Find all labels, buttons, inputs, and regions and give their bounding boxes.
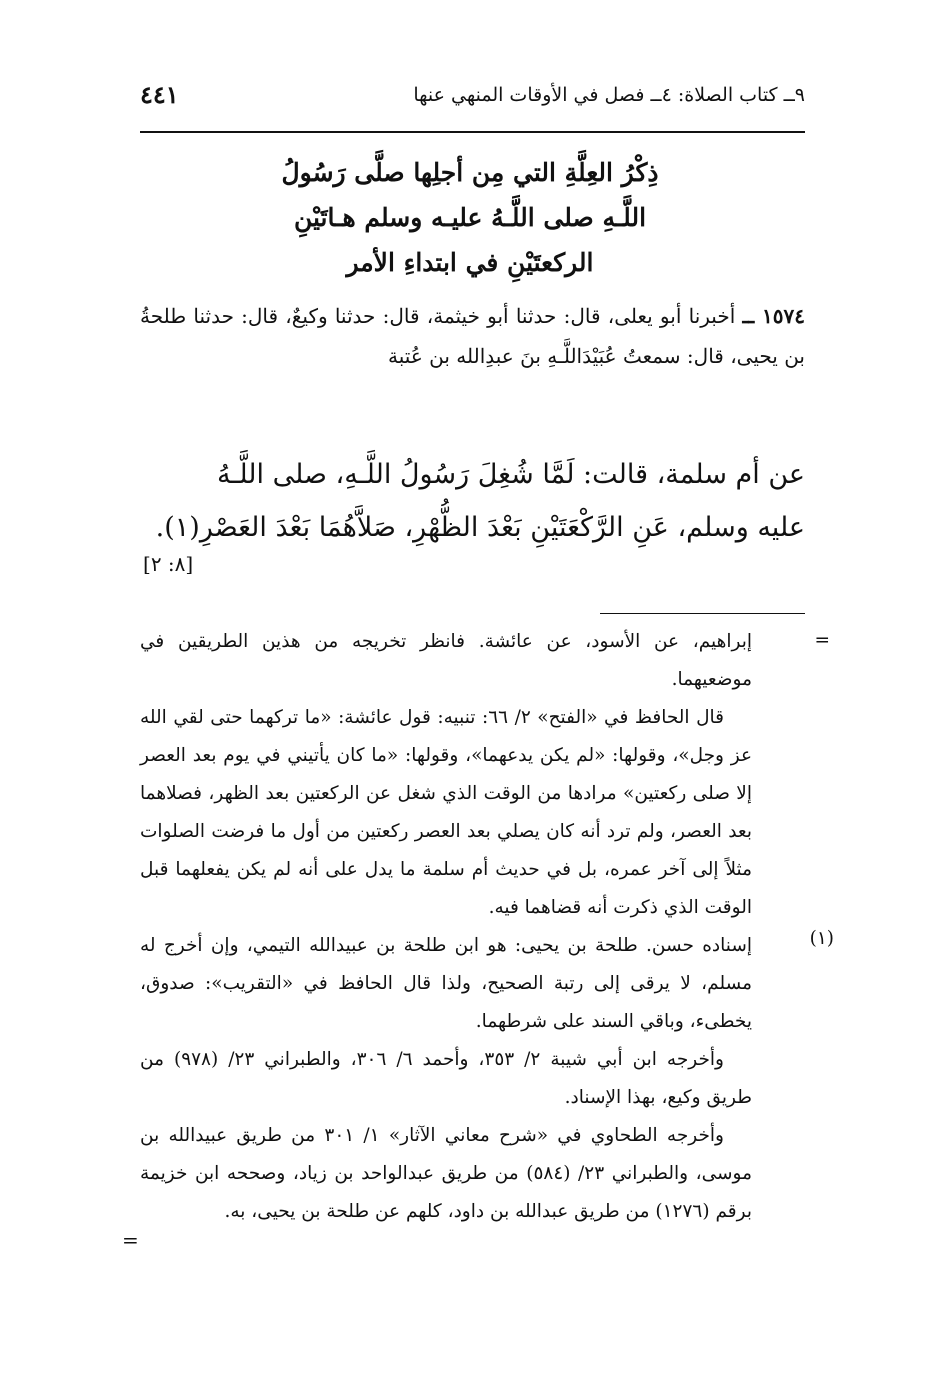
heading-line-3: الركعتَيْنِ في ابتداءِ الأمر bbox=[346, 248, 594, 277]
footnote-1-para-3: وأخرجه الطحاوي في «شرح معاني الآثار» ١/ ٣٠١ من طريق عبيدالله بن موسى، والطبراني ٢٣/ (٥٨٤) من طريق عبدالواحد بن زياد، وصححه ابن خزيمة برقم (١٢٧٦) من طريق عبدالله بن داود، كلهم عن طلحة بن يحيى، به. bbox=[140, 1125, 752, 1222]
chain-text: أخبرنا أبو يعلى، قال: حدثنا أبو خيثمة، قال: حدثنا وكيعٌ، قال: حدثنا طلحةُ بن يحيى، قال: سمعتُ عُبَيْدَاللَّـهِ بنَ عبدِالله بن عُتبة bbox=[140, 304, 805, 368]
footnote-1-marker: (١) bbox=[809, 928, 834, 949]
hadith-text-line-1: عن أم سلمة، قالت: لَمَّا شُغِلَ رَسُولُ اللَّـهِ، صلى اللَّـهُ bbox=[216, 459, 805, 490]
running-title: ٩ــ كتاب الصلاة: ٤ــ فصل في الأوقات المنهي عنها bbox=[413, 84, 805, 106]
hadith-reference: [٨: ٢] bbox=[143, 552, 194, 576]
page-number: ٤٤١ bbox=[140, 80, 179, 109]
footnote-continuation: إبراهيم، عن الأسود، عن عائشة. فانظر تخريجه من هذين الطريقين في موضعيهما. bbox=[140, 631, 752, 690]
footnote-rule bbox=[600, 613, 805, 614]
hadith-text bbox=[140, 448, 805, 554]
continued-mark: = bbox=[814, 630, 830, 651]
footnote-1-text: إسناده حسن. طلحة بن يحيى: هو ابن طلحة بن عبيدالله التيمي، وإن أخرج له مسلم، لا يرقى إلى رتبة الصحيح، ولذا قال الحافظ في «التقريب»: صدوق، يخطىء، وباقي السند على شرطهما. bbox=[140, 935, 752, 1032]
hadith-chain bbox=[140, 296, 805, 376]
page-header bbox=[140, 80, 805, 124]
footnote-hafiz-note: قال الحافظ في «الفتح» ٢/ ٦٦: تنبيه: قول عائشة: «ما تركهما حتى لقي الله عز وجل»، وقولها: «لم يكن يدعهما»، وقولها: «ما كان يأتيني في يوم بعد العصر إلا صلى ركعتين» مرادها من الوقت الذي شغل عن الركعتين بعد الظهر، فصلاهما بعد العصر، ولم ترد أنه كان يصلي بعد العصر ركعتين من أول ما فرضت الصلوات مثلاً إلى آخر عمره، بل في حديث أم سلمة ما يدل على أنه لم يكن يفعلهما قبل الوقت الذي ذكرت أنه قضاهما فيه. bbox=[140, 707, 752, 918]
hadith-text-line-2: عليه وسلم، عَنِ الرَّكْعَتَيْنِ بَعْدَ الظُّهْرِ، صَلاَّهُمَا بَعْدَ العَصْرِ(١). bbox=[155, 512, 805, 543]
chapter-heading bbox=[180, 150, 760, 285]
hadith-number: ١٥٧٤ ــ bbox=[742, 304, 806, 328]
continues-mark: = bbox=[122, 1228, 139, 1252]
footnotes bbox=[140, 623, 752, 1231]
footnote-1-para-2: وأخرجه ابن أبي شيبة ٢/ ٣٥٣، وأحمد ٦/ ٣٠٦، والطبراني ٢٣/ (٩٧٨) من طريق وكيع، بهذا الإسناد. bbox=[140, 1049, 752, 1108]
header-rule bbox=[140, 131, 805, 133]
heading-line-1: ذِكْرُ العِلَّةِ التي مِن أجلِها صلَّى رَسُولُ bbox=[281, 158, 659, 187]
heading-line-2: اللَّـهِ صلى اللَّـهُ عليـه وسلم هـاتَيْنِ bbox=[293, 203, 647, 232]
